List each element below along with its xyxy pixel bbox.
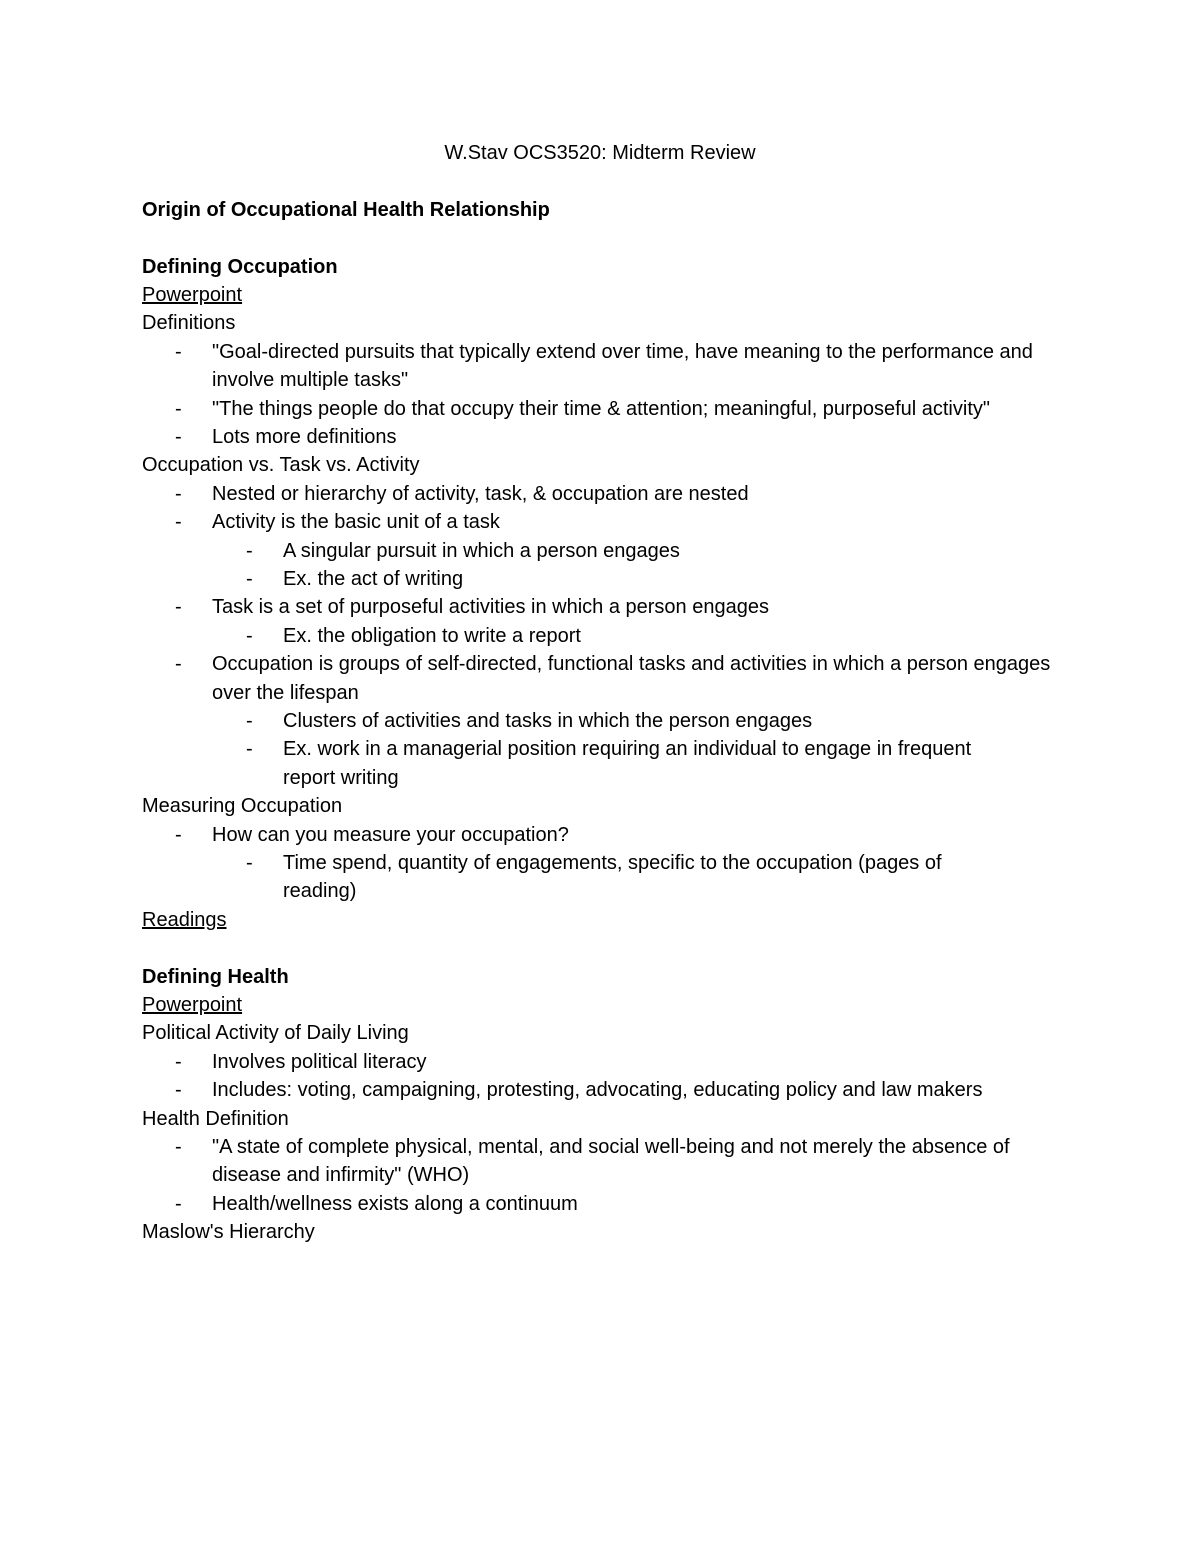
subheading-comparison: Occupation vs. Task vs. Activity xyxy=(142,454,420,477)
list-item xyxy=(142,395,1062,423)
list-item-text: Nested or hierarchy of activity, task, & occupation are nested xyxy=(212,482,749,505)
bullet-dash: - xyxy=(175,596,182,619)
subheading-maslow: Maslow's Hierarchy xyxy=(142,1221,315,1244)
list-item-text: Ex. work in a managerial position requiring an individual to engage in frequent report writing xyxy=(283,738,972,789)
bullet-dash: - xyxy=(175,397,182,420)
list-item-text: Occupation is groups of self-directed, functional tasks and activities in which a person engages over the lifespan xyxy=(212,653,1051,704)
list-item xyxy=(142,508,1062,536)
bullet-dash: - xyxy=(246,738,253,761)
bullet-dash: - xyxy=(175,425,182,448)
bullet-dash: - xyxy=(175,1192,182,1215)
list-item xyxy=(142,1048,1062,1076)
spacer xyxy=(142,934,1062,962)
section-heading-origin: Origin of Occupational Health Relationship xyxy=(142,198,550,221)
list-item xyxy=(142,821,1062,849)
list-item-text: "Goal-directed pursuits that typically extend over time, have meaning to the performance and involve multiple tasks" xyxy=(212,340,1033,392)
powerpoint-link-health[interactable]: Powerpoint xyxy=(142,994,243,1016)
spacer xyxy=(142,167,1062,195)
list-item xyxy=(142,650,1062,707)
bullet-dash: - xyxy=(175,1050,182,1073)
list-item xyxy=(142,480,1062,508)
powerpoint-link-occupation[interactable]: Powerpoint xyxy=(142,283,243,306)
section-heading-health: Defining Health xyxy=(142,965,289,988)
document-body xyxy=(142,139,1062,1247)
bullet-dash: - xyxy=(246,567,253,590)
bullet-dash: - xyxy=(175,1135,182,1158)
list-item-nested xyxy=(142,622,1062,650)
list-item xyxy=(142,1190,1062,1218)
list-item-nested xyxy=(142,707,1062,735)
list-item xyxy=(142,1076,1062,1104)
list-item-text: Includes: voting, campaigning, protesting, advocating, educating policy and law makers xyxy=(212,1079,983,1102)
list-item-nested xyxy=(142,735,1062,792)
page-title: W.Stav OCS3520: Midterm Review xyxy=(444,142,756,164)
list-item-text: Activity is the basic unit of a task xyxy=(212,511,500,534)
bullet-dash: - xyxy=(175,653,182,676)
list-item-text: Involves political literacy xyxy=(212,1050,427,1073)
list-item-nested xyxy=(142,565,1062,593)
list-item-nested xyxy=(142,537,1062,565)
bullet-dash: - xyxy=(175,340,182,363)
list-item-text: Health/wellness exists along a continuum xyxy=(212,1192,578,1215)
bullet-dash: - xyxy=(246,710,253,732)
bullet-dash: - xyxy=(246,624,253,647)
bullet-dash: - xyxy=(175,482,182,505)
list-item-text: "A state of complete physical, mental, and social well-being and not merely the absence of disease and infirmity" (WHO) xyxy=(212,1135,1010,1187)
list-item-text: Ex. the act of writing xyxy=(283,567,464,590)
spacer xyxy=(142,224,1062,252)
list-item-text: Time spend, quantity of engagements, specific to the occupation (pages of reading) xyxy=(283,852,942,903)
list-item-nested xyxy=(142,849,1062,906)
list-item-text: Task is a set of purposeful activities in which a person engages xyxy=(212,596,769,619)
bullet-dash: - xyxy=(175,823,182,846)
bullet-dash: - xyxy=(175,1079,182,1102)
list-item xyxy=(142,1133,1062,1190)
readings-link[interactable]: Readings xyxy=(142,908,227,931)
subheading-political: Political Activity of Daily Living xyxy=(142,1022,409,1045)
list-item-text: How can you measure your occupation? xyxy=(212,823,569,846)
list-item xyxy=(142,423,1062,451)
section-heading-occupation: Defining Occupation xyxy=(142,255,338,278)
bullet-dash: - xyxy=(246,539,253,562)
list-item-text: Clusters of activities and tasks in which the person engages xyxy=(283,710,813,732)
bullet-dash: - xyxy=(175,511,182,534)
list-item-text: Ex. the obligation to write a report xyxy=(283,624,581,647)
subheading-health-definition: Health Definition xyxy=(142,1107,289,1130)
list-item xyxy=(142,338,1062,395)
bullet-dash: - xyxy=(246,852,253,875)
list-item-text: Lots more definitions xyxy=(212,425,397,448)
list-item-text: A singular pursuit in which a person engages xyxy=(283,539,680,562)
subheading-definitions: Definitions xyxy=(142,312,236,335)
list-item-text: "The things people do that occupy their time & attention; meaningful, purposeful activity" xyxy=(212,397,990,420)
list-item xyxy=(142,593,1062,621)
subheading-measuring: Measuring Occupation xyxy=(142,795,343,818)
